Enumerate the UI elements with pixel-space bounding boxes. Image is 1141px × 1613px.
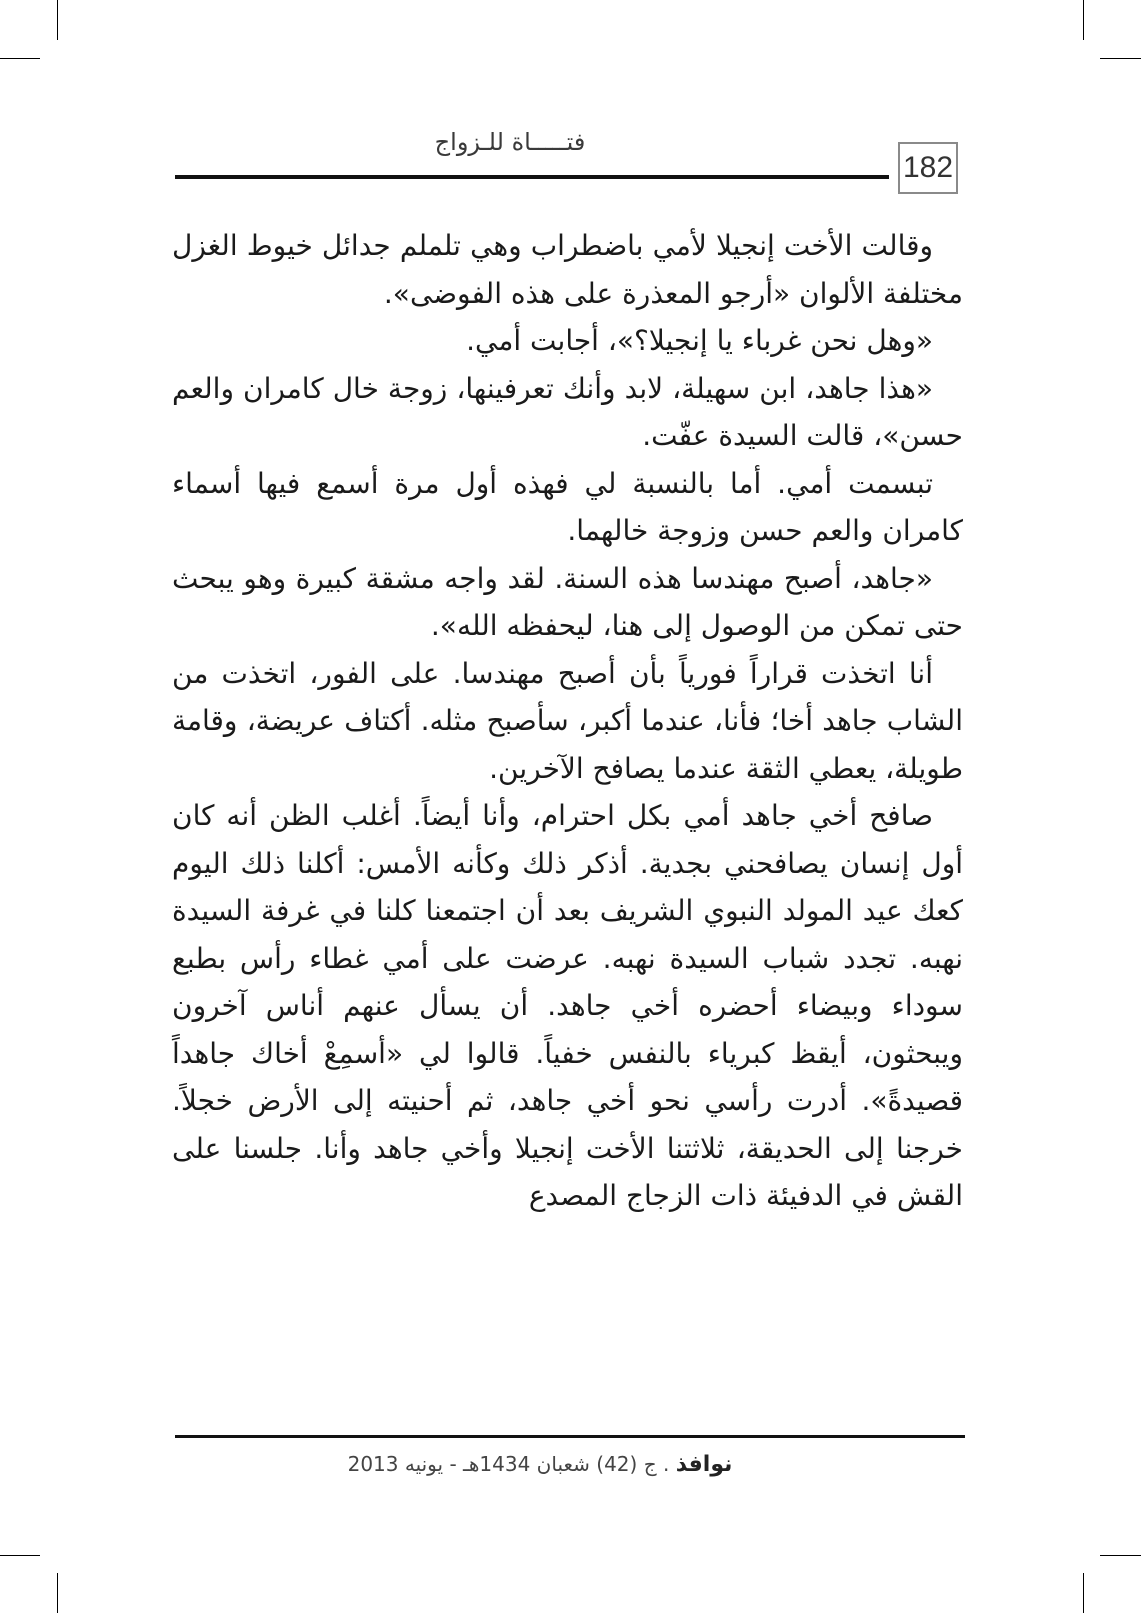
paragraph: «وهل نحن غرباء يا إنجيلا؟»، أجابت أمي. [466,324,933,357]
header-rule [175,175,889,179]
paragraph: صافح أخي جاهد أمي بكل احترام، وأنا أيضاً. أغلب الظن أنه كان أول إنسان يصافحني بجدية. أذكر ذلك وكأنه الأمس: أكلنا ذلك اليوم كعك عيد المولد النبوي الشريف بعد أن اجتمعنا كلنا في غرفة السيدة نهبه. تجدد شباب السيدة نهبه. عرضت على أمي غطاء رأس بطبع سوداء وبيضاء أحضره أخي جاهد. أن يسأل عنهم أناس آخرون ويبحثون، أيقظ كبرياء بالنفس خفياً. قالوا لي «أسمِعْ أخاك جاهداً قصيدةً». أدرت رأسي نحو أخي جاهد، ثم أحنيته إلى الأرض خجلاً. خرجنا إلى الحديقة، ثلاثتنا الأخت إنجيلا وأخي جاهد وأنا. جلسنا على القش في الدفيئة ذات الزجاج المصدع [172,799,963,1212]
footer [300,1452,780,1477]
journal-name: نوافذ [675,1452,733,1477]
crop-mark [1083,1573,1084,1613]
crop-mark [1100,58,1141,59]
crop-mark [1083,0,1084,40]
crop-mark [0,1555,40,1556]
paragraph: وقالت الأخت إنجيلا لأمي باضطراب وهي تلملم جدائل خيوط الغزل مختلفة الألوان «أرجو المعذرة على هذه الفوضى». [172,229,963,310]
footer-rule [175,1435,965,1438]
crop-mark [57,0,58,40]
body-text [172,222,963,1220]
running-title: فتـــــاة للـزواج [434,128,586,156]
paragraph: تبسمت أمي. أما بالنسبة لي فهذه أول مرة أسمع فيها أسماء كامران والعم حسن وزوجة خالهما. [172,466,963,547]
crop-mark [0,58,40,59]
crop-mark [57,1573,58,1613]
issue-info: . ج (42) شعبان 1434هـ - يونيه 2013 [347,1452,670,1476]
crop-mark [1100,1555,1141,1556]
paragraph: «هذا جاهد، ابن سهيلة، لابد وأنك تعرفينها، زوجة خال كامران والعم حسن»، قالت السيدة عفّت. [172,371,963,452]
paragraph: أنا اتخذت قراراً فورياً بأن أصبح مهندسا. على الفور، اتخذت من الشاب جاهد أخا؛ فأنا، عندما أكبر، سأصبح مثله. أكتاف عريضة، وقامة طويلة، يعطي الثقة عندما يصافح الآخرين. [172,656,963,785]
page-number: 182 [898,142,958,194]
paragraph: «جاهد، أصبح مهندسا هذه السنة. لقد واجه مشقة كبيرة وهو يبحث حتى تمكن من الوصول إلى هنا، ليحفظه الله». [172,561,963,642]
